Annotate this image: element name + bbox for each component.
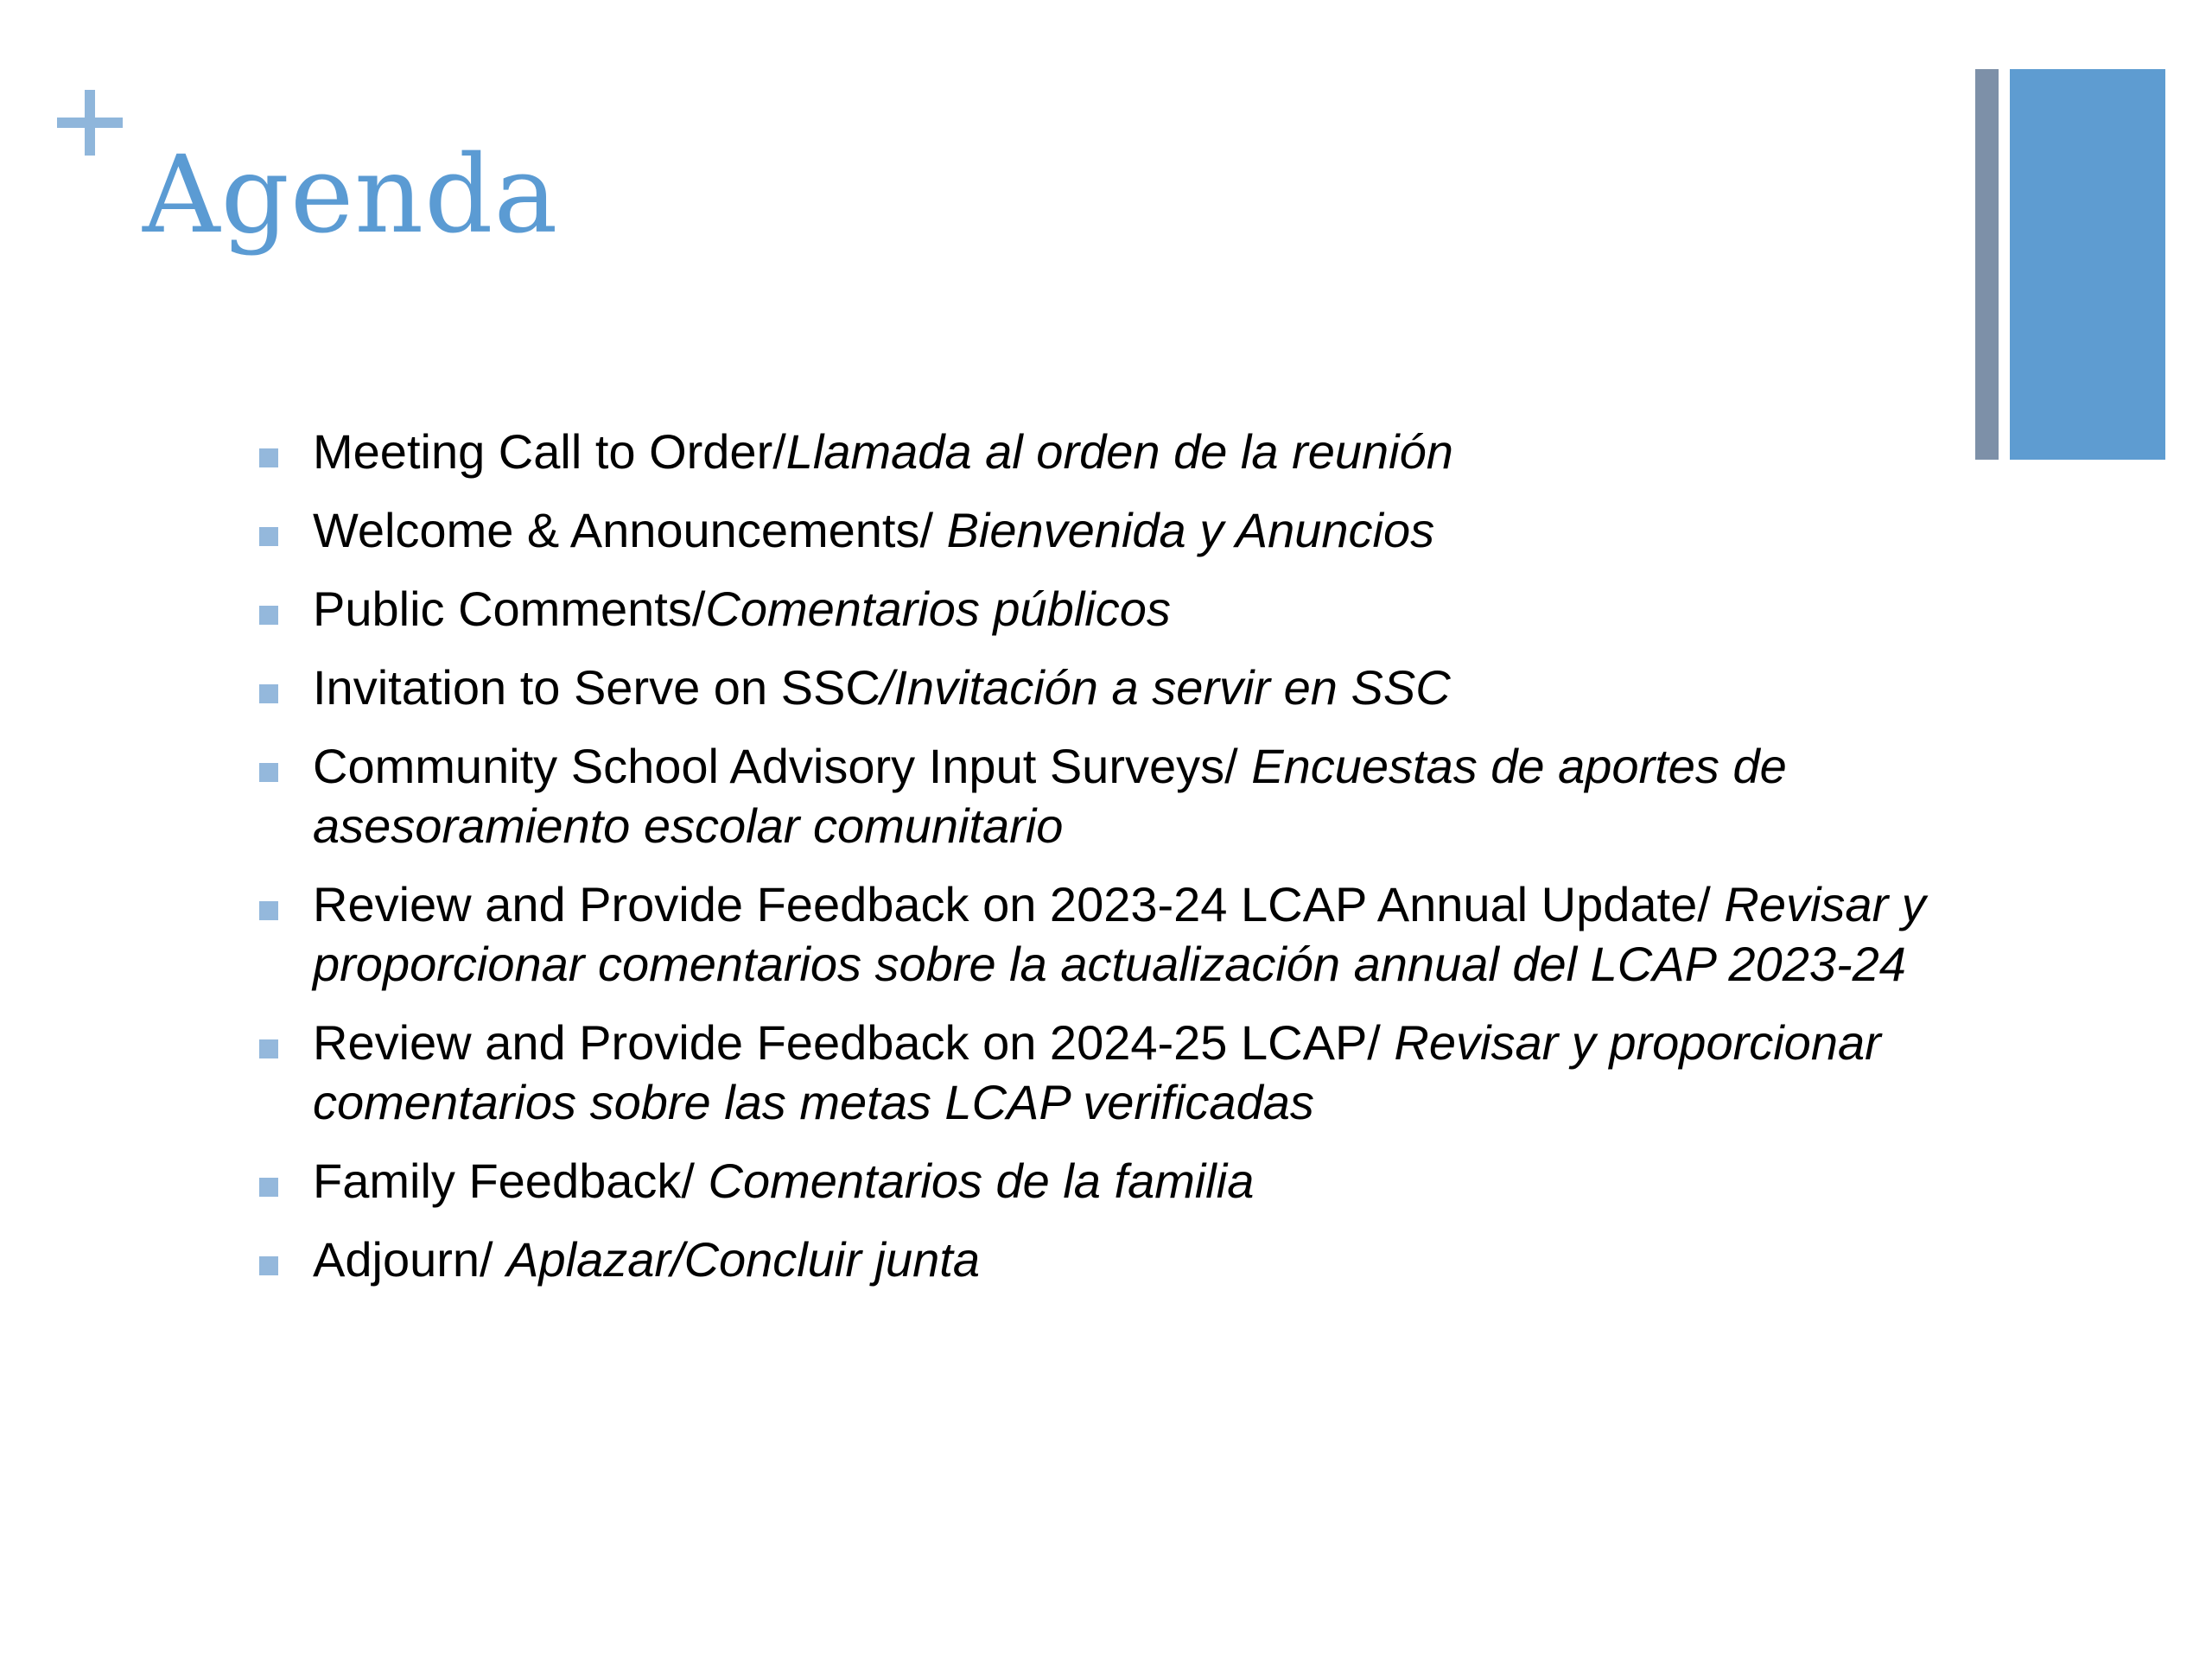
agenda-item-english: Adjourn/ <box>313 1232 507 1287</box>
square-bullet-icon <box>259 763 278 782</box>
square-bullet-icon <box>259 448 278 467</box>
agenda-item-spanish: Comentarios de la familia <box>708 1154 1255 1208</box>
agenda-item-english: Review and Provide Feedback on 2023-24 LCAP Annual Update/ <box>313 877 1725 931</box>
agenda-item <box>256 1230 1975 1289</box>
agenda-item <box>256 736 1975 855</box>
agenda-item <box>256 579 1975 639</box>
accent-bar-wide <box>2010 69 2165 460</box>
agenda-list <box>256 422 1975 1308</box>
agenda-item <box>256 874 1975 994</box>
slide-title: Agenda <box>143 133 559 257</box>
square-bullet-icon <box>259 1039 278 1058</box>
agenda-item-spanish: Revisar y proporcionar comentarios sobre las metas LCAP verificadas <box>313 1015 1881 1129</box>
agenda-item-english: Meeting Call to Order/ <box>313 424 786 479</box>
agenda-item <box>256 658 1975 717</box>
square-bullet-icon <box>259 684 278 703</box>
agenda-item-english: Community School Advisory Input Surveys/ <box>313 739 1252 793</box>
square-bullet-icon <box>259 1178 278 1197</box>
agenda-item-spanish: Llamada al orden de la reunión <box>785 424 1453 479</box>
agenda-item-english: Review and Provide Feedback on 2024-25 LCAP/ <box>313 1015 1395 1070</box>
agenda-item-spanish: /Invitación a servir en SSC <box>880 660 1451 715</box>
agenda-item <box>256 1151 1975 1211</box>
square-bullet-icon <box>259 901 278 920</box>
agenda-item-english: Welcome & Announcements/ <box>313 503 947 557</box>
agenda-item-spanish: Comentarios públicos <box>705 582 1171 636</box>
agenda-item-spanish: Aplazar/Concluir junta <box>506 1232 980 1287</box>
agenda-item-english: Invitation to Serve on SSC <box>313 660 880 715</box>
agenda-item-spanish: Revisar y proporcionar comentarios sobre la actualización annual del LCAP 2023-24 <box>313 877 1926 991</box>
agenda-item <box>256 500 1975 560</box>
agenda-item-english: Public Comments/ <box>313 582 706 636</box>
plus-icon <box>57 90 123 156</box>
agenda-item-spanish: Encuestas de aportes de asesoramiento escolar comunitario <box>313 739 1787 853</box>
square-bullet-icon <box>259 606 278 625</box>
accent-bar-thin <box>1975 69 1999 460</box>
agenda-item <box>256 422 1975 481</box>
agenda-item-spanish: Bienvenida y Anuncios <box>946 503 1435 557</box>
agenda-item-english: Family Feedback/ <box>313 1154 709 1208</box>
square-bullet-icon <box>259 1256 278 1275</box>
square-bullet-icon <box>259 527 278 546</box>
agenda-item <box>256 1013 1975 1132</box>
plus-icon-vertical-bar <box>85 90 95 156</box>
